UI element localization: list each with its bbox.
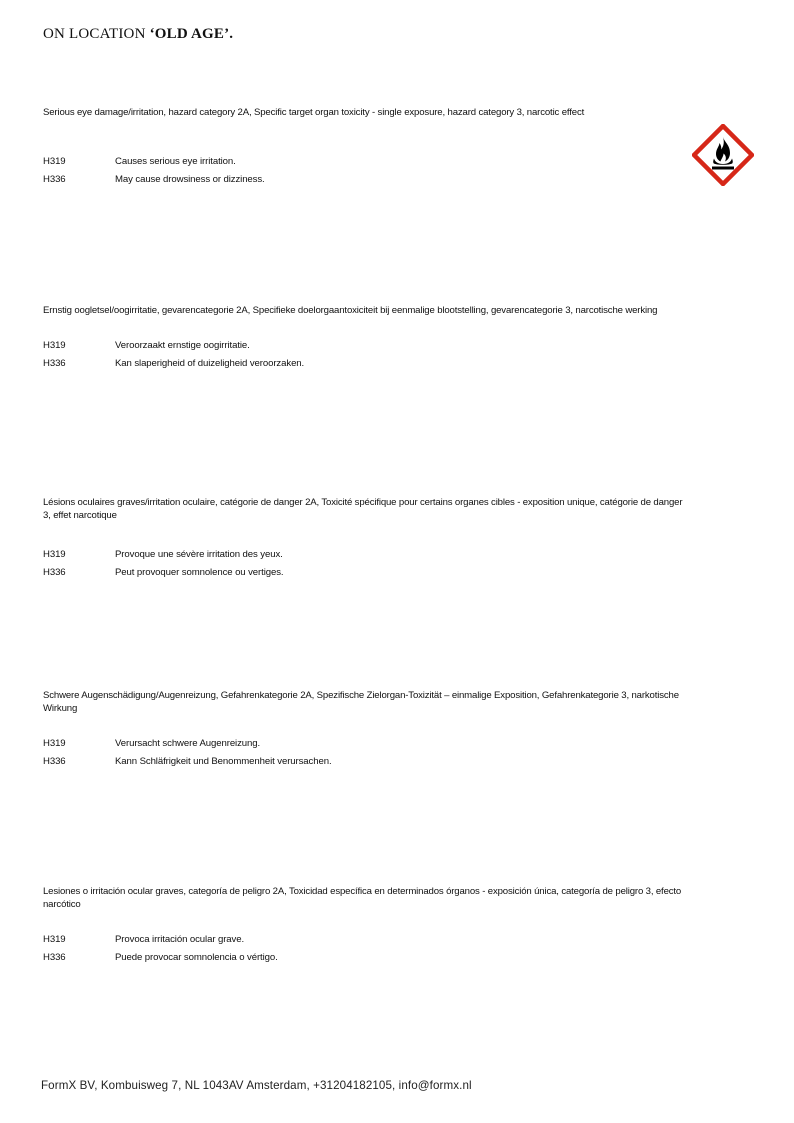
title-prefix: ON LOCATION <box>43 26 150 42</box>
hazard-statement-row <box>43 931 683 949</box>
hazard-code: H319 <box>43 934 66 945</box>
classification-text: Serious eye damage/irritation, hazard category 2A, Specific target organ toxicity - single exposure, hazard category 3, narcotic effect <box>43 107 585 118</box>
hazard-statement-list <box>43 546 683 581</box>
hazard-code: H336 <box>43 755 66 767</box>
hazard-statement-row <box>43 337 683 355</box>
hazard-text: Peut provoquer somnolence ou vertiges. <box>115 566 284 578</box>
hazard-code: H336 <box>43 357 66 369</box>
hazard-code: H319 <box>43 340 66 351</box>
classification-text: Schwere Augenschädigung/Augenreizung, Gefahrenkategorie 2A, Spezifische Zielorgan-Toxizität – einmalige Exposition, Gefahrenkategorie 3, narkotische Wirkung <box>43 690 679 714</box>
hazard-code: H336 <box>43 951 66 963</box>
hazard-text: Verursacht schwere Augenreizung. <box>115 738 261 749</box>
hazard-text: Veroorzaakt ernstige oogirritatie. <box>115 340 250 351</box>
company-footer: FormX BV, Kombuisweg 7, NL 1043AV Amsterdam, +31204182105, info@formx.nl <box>41 1079 472 1092</box>
section-es <box>43 885 683 966</box>
hazard-statement-row <box>43 153 683 171</box>
hazard-statement-row <box>43 546 683 564</box>
title-product: ‘OLD AGE’. <box>149 26 234 42</box>
hazard-statement-row <box>43 753 683 771</box>
hazard-statement-list <box>43 337 683 372</box>
classification-text: Lesiones o irritación ocular graves, categoría de peligro 2A, Toxicidad específica en determinados órganos - exposición única, categoría de peligro 3, efecto narcótico <box>43 886 682 910</box>
hazard-code: H319 <box>43 738 66 749</box>
flame-icon <box>692 124 754 186</box>
hazard-code: H319 <box>43 549 66 560</box>
hazard-text: Provoca irritación ocular grave. <box>115 934 245 945</box>
hazard-text: Provoque une sévère irritation des yeux. <box>115 549 283 560</box>
classification-text: Ernstig oogletsel/oogirritatie, gevarencategorie 2A, Specifieke doelorgaantoxiciteit bij eenmalige blootstelling, gevarencategorie 3, narcotische werking <box>43 305 658 316</box>
hazard-text: Kan slaperigheid of duizeligheid veroorzaken. <box>115 357 305 369</box>
hazard-code: H319 <box>43 156 66 167</box>
hazard-text: Kann Schläfrigkeit und Benommenheit verursachen. <box>115 755 332 767</box>
hazard-statement-row <box>43 735 683 753</box>
hazard-text: Causes serious eye irritation. <box>115 156 236 167</box>
section-nl <box>43 304 683 372</box>
section-en <box>43 106 683 188</box>
hazard-text: May cause drowsiness or dizziness. <box>115 173 265 185</box>
hazard-statement-row <box>43 564 683 582</box>
hazard-statement-row <box>43 355 683 373</box>
hazard-statement-list <box>43 735 683 770</box>
hazard-code: H336 <box>43 566 66 578</box>
section-de <box>43 689 683 770</box>
hazard-statement-list <box>43 931 683 966</box>
section-fr <box>43 496 683 581</box>
hazard-statement-list <box>43 153 683 188</box>
hazard-code: H336 <box>43 173 66 185</box>
classification-text: Lésions oculaires graves/irritation oculaire, catégorie de danger 2A, Toxicité spécifique pour certains organes cibles - exposition unique, catégorie de danger 3, effet narcotique <box>43 497 683 521</box>
hazard-statement-row <box>43 171 683 189</box>
hazard-statement-row <box>43 949 683 967</box>
hazard-text: Puede provocar somnolencia o vértigo. <box>115 951 278 963</box>
page-title <box>43 26 233 43</box>
